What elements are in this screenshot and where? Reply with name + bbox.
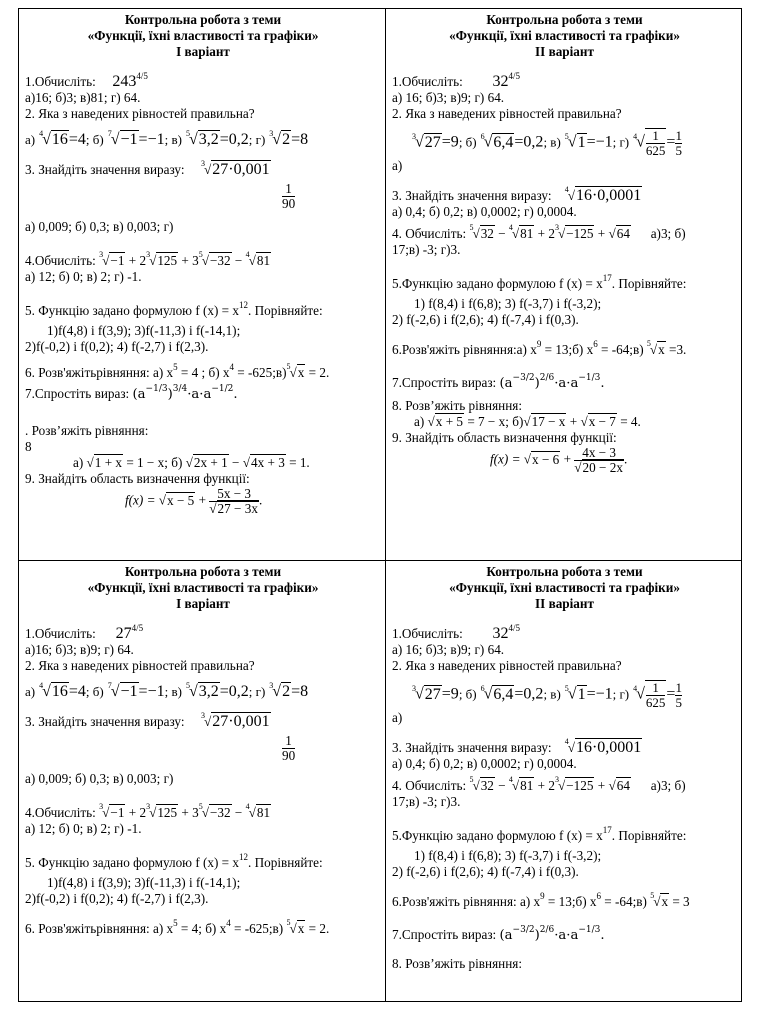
- question-2-options: $^3$√27=9; б) $^6$√6,4=0,2; в) $^5$√1=−1; г) $^4$√ $\frac{1}{625}$ = $\frac{1}{5}$: [412, 679, 682, 710]
- question-5: 5. Функцію задано формулою f $(x) = x^{12}$. Порівняйте:: [25, 300, 323, 318]
- question-5-line-2: 2) f(-2,6) і f(2,6); 4) f(-7,4) і f(0,3).: [392, 864, 579, 879]
- header: Контрольна робота з теми «Функції, їхні властивості та графіки» І варіант: [87, 12, 319, 59]
- question-6: 6.Розв'яжіть рівняння: а) $x^9$ = 13;б) $x^6$ = -64;в) $^5$√x = 3: [392, 891, 690, 909]
- question-9-formula: f(x) = √x − 5 + $\frac{5x - 3}{√27 - 3x}$ .: [125, 486, 263, 516]
- question-1-options: а)16; б)3; в)9; г) 64.: [25, 642, 134, 657]
- question-4-options: а) 12; б) 0; в) 2; г) -1.: [25, 821, 142, 836]
- header: Контрольна робота з теми «Функції, їхні властивості та графіки» ІІ варіант: [449, 12, 680, 59]
- variant-2-top: [386, 9, 741, 560]
- question-3: 3. Знайдіть значення виразу: $^4$√16·0,0001: [392, 185, 642, 204]
- question-7: 7.Спростіть вираз: $(a^{-3/2})^{2/6}\cdot a\cdot a^{-1/3}$.: [392, 925, 605, 943]
- question-1-options: а)16; б)3; в)81; г) 64.: [25, 90, 141, 105]
- test-sheet: [18, 8, 742, 1002]
- question-6: 6. Розв'яжітьрівняння: а) $x^5 = 4$ ; б) $x^4$ = -625;в)$^5$√x = 2.: [25, 362, 330, 380]
- question-8-options: а) √x + 5 = 7 − x; б)√17 − x + √x − 7 = 4.: [414, 414, 641, 429]
- question-1: 1.Обчисліть: $32^{4/5}$: [392, 71, 521, 90]
- question-2: 2. Яка з наведених рівностей правильна?: [25, 106, 255, 121]
- question-6: 6. Розв'яжітьрівняння: а) $x^5 = 4$; б) $x^4$ = -625;в) $^5$√x = 2.: [25, 918, 330, 936]
- question-5-line-1: 1) f(8,4) і f(6,8); 3) f(-3,7) і f(-3,2);: [414, 848, 602, 863]
- question-7: 7.Спростіть вираз: $(a^{-3/2})^{2/6}\cdot a\cdot a^{-1/3}$.: [392, 373, 605, 391]
- question-9: 9. Знайдіть область визначення функції:: [25, 471, 250, 486]
- question-5: 5.Функцію задано формулою f $(x) = x^{17}$. Порівняйте:: [392, 273, 687, 291]
- question-2-a: а): [392, 710, 403, 725]
- question-3-options: а) 0,4; б) 0,2; в) 0,0002; г) 0,0004.: [392, 756, 577, 771]
- variant-1-top: [19, 9, 385, 560]
- question-3-exponent: $\frac{1}{90}$: [282, 181, 296, 211]
- question-4: 4.Обчисліть: $^3√-1 + 2^3√125 + 3^5√-32 - ^4√81$: [25, 250, 271, 268]
- question-3-options: а) 0,4; б) 0,2; в) 0,0002; г) 0,0004.: [392, 204, 577, 219]
- question-1-options: а) 16; б)3; в)9; г) 64.: [392, 90, 505, 105]
- question-7: 7.Спростіть вираз: $(a^{-1/3})^{3/4}\cdot a\cdot a^{-1/2}$.: [25, 384, 238, 402]
- question-3-options: а) 0,009; б) 0,3; в) 0,003; г): [25, 771, 174, 786]
- question-2: 2. Яка з наведених рівностей правильна?: [392, 658, 622, 673]
- question-8-options: а) √1 + x = 1 − x; б) √2x + 1 − √4x + 3 = 1.: [73, 455, 310, 470]
- question-4-options: а) 12; б) 0; в) 2; г) -1.: [25, 269, 142, 284]
- question-6: 6.Розв'яжіть рівняння:а) $x^9$ = 13;б) $x^6$ = -64;в) $^5$√x =3.: [392, 339, 687, 357]
- question-3-options: а) 0,009; б) 0,3; в) 0,003; г): [25, 219, 174, 234]
- variant-2-bottom: [386, 561, 741, 1001]
- question-1-options: а) 16; б)3; в)9; г) 64.: [392, 642, 505, 657]
- question-3-exponent: $\frac{1}{90}$: [282, 733, 296, 763]
- question-5-line-2: 2)f(-0,2) і f(0,2); 4) f(-2,7) і f(2,3).: [25, 891, 209, 906]
- question-8-number: 8: [25, 439, 32, 454]
- question-8: 8. Розв’яжіть рівняння:: [392, 398, 522, 413]
- question-2: 2. Яка з наведених рівностей правильна?: [392, 106, 622, 121]
- question-5-line-1: 1) f(8,4) і f(6,8); 3) f(-3,7) і f(-3,2);: [414, 296, 602, 311]
- question-2: 2. Яка з наведених рівностей правильна?: [25, 658, 255, 673]
- question-2-options: а) $^4$√16=4; б) $^7$√−1=−1; в) $^5$√3,2=0,2; г) $^3$√2=8: [25, 129, 309, 148]
- question-3: 3. Знайдіть значення виразу: $^3$√27·0,001: [25, 159, 270, 178]
- variant-1-bottom: [19, 561, 385, 1001]
- question-1: 1.Обчисліть: $27^{4/5}$: [25, 623, 144, 642]
- question-4-options: 17;в) -3; г)3.: [392, 794, 461, 809]
- question-9: 9. Знайдіть область визначення функції:: [392, 430, 617, 445]
- question-3: 3. Знайдіть значення виразу: $^4$√16·0,0001: [392, 737, 642, 756]
- question-1: 1.Обчисліть: $32^{4/5}$: [392, 623, 521, 642]
- question-5-line-2: 2) f(-2,6) і f(2,6); 4) f(-7,4) і f(0,3).: [392, 312, 579, 327]
- question-5-line-1: 1)f(4,8) і f(3,9); 3)f(-11,3) і f(-14,1);: [47, 323, 241, 338]
- question-8: 8. Розв’яжіть рівняння:: [392, 956, 522, 971]
- header: Контрольна робота з теми «Функції, їхні властивості та графіки» І варіант: [87, 564, 319, 611]
- header: Контрольна робота з теми «Функції, їхні властивості та графіки» ІІ варіант: [449, 564, 680, 611]
- question-9-formula: f(x) = √x − 6 + $\frac{4x - 3}{√20 - 2x}$ .: [490, 445, 628, 475]
- question-5-line-1: 1)f(4,8) і f(3,9); 3)f(-11,3) і f(-14,1);: [47, 875, 241, 890]
- question-4: 4. Обчисліть: $^5√32 - ^4√81 + 2^3√-125 + √64$ а)3; б): [392, 775, 686, 793]
- question-2-options: а) $^4$√16=4; б) $^7$√−1=−1; в) $^5$√3,2=0,2; г) $^3$√2=8: [25, 681, 309, 700]
- question-1: 1.Обчисліть: $243^{4/5}$: [25, 71, 148, 90]
- question-2-options: $^3$√27=9; б) $^6$√6,4=0,2; в) $^5$√1=−1; г) $^4$√ $\frac{1}{625}$ = $\frac{1}{5}$: [412, 127, 682, 158]
- question-5-line-2: 2)f(-0,2) і f(0,2); 4) f(-2,7) і f(2,3).: [25, 339, 209, 354]
- question-4-options: 17;в) -3; г)3.: [392, 242, 461, 257]
- question-4: 4.Обчисліть: $^3√-1 + 2^3√125 + 3^5√-32 - ^4√81$: [25, 802, 271, 820]
- question-3: 3. Знайдіть значення виразу: $^3$√27·0,001: [25, 711, 270, 730]
- question-5: 5.Функцію задано формулою f $(x) = x^{17}$. Порівняйте:: [392, 825, 687, 843]
- question-8: . Розв’яжіть рівняння:: [25, 423, 149, 438]
- question-5: 5. Функцію задано формулою f $(x) = x^{12}$. Порівняйте:: [25, 852, 323, 870]
- question-2-a: а): [392, 158, 403, 173]
- question-4: 4. Обчисліть: $^5√32 - ^4√81 + 2^3√-125 + √64$ а)3; б): [392, 223, 686, 241]
